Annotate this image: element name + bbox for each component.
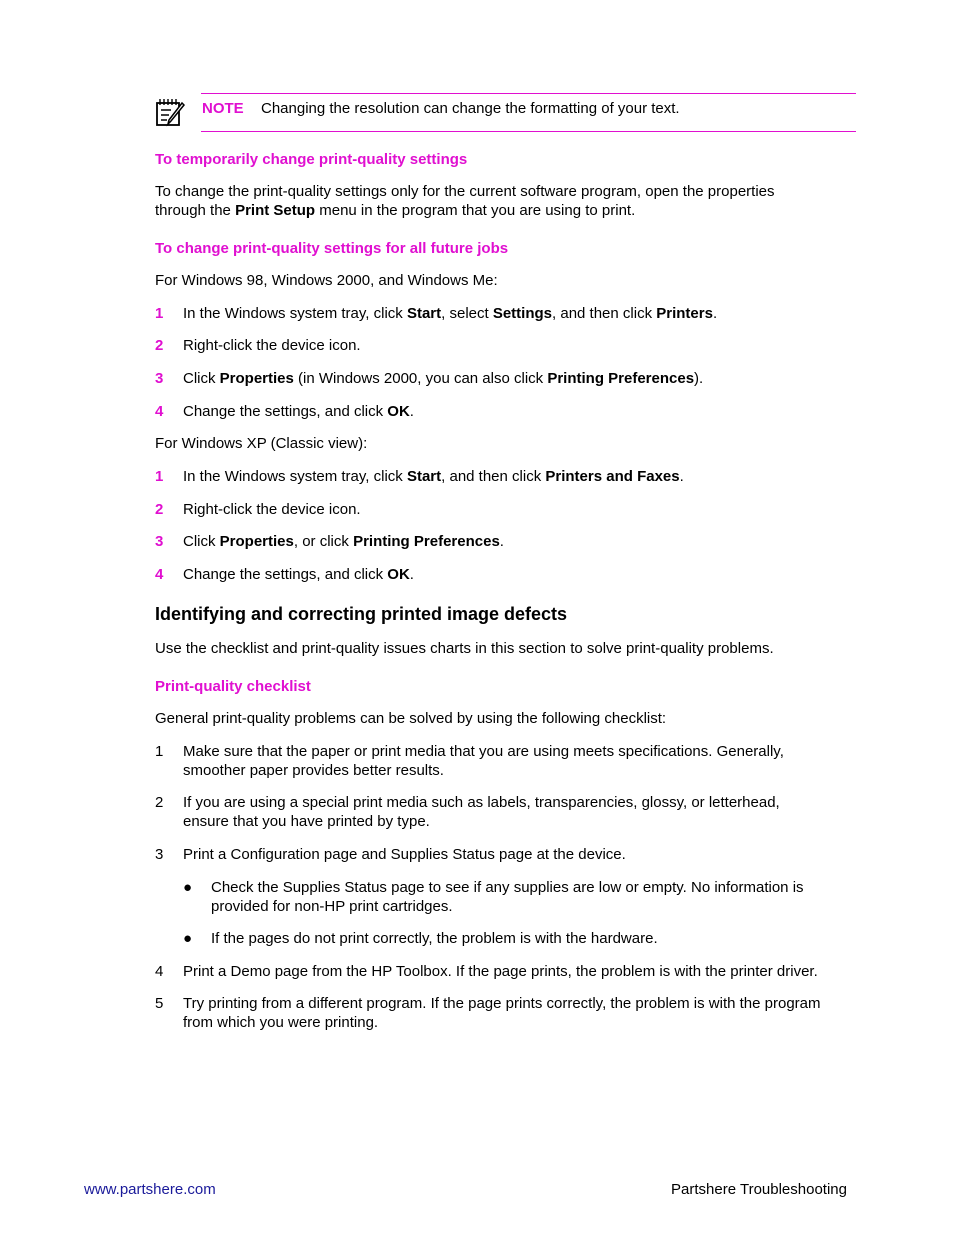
temp-settings-heading: To temporarily change print-quality settings [155,151,468,168]
temp-settings-line-b-post: menu in the program that you are using to print. [315,202,636,219]
step-text: In the Windows system tray, click Start, select Settings, and then click Printers. [183,305,718,322]
note-pad-icon [155,97,187,127]
step-text: In the Windows system tray, click Start, and then click Printers and Faxes. [183,468,684,485]
step-number: 1 [155,305,164,322]
item-text: Make sure that the paper or print media that you are using meets specifications. Generally, smoother paper provides better results. [183,743,784,779]
print-setup-term: Print Setup [235,202,316,219]
footer-website-link[interactable]: www.partshere.com [84,1181,216,1198]
footer-section-title: Partshere Troubleshooting [671,1181,847,1198]
winxp-intro: For Windows XP (Classic view): [155,435,368,452]
item-text: Print a Configuration page and Supplies Status page at the device. [183,846,626,863]
step-number: 2 [155,337,164,354]
defects-section-heading: Identifying and correcting printed image defects [155,604,568,624]
bullet-dot: ● [183,930,193,947]
note-text: Changing the resolution can change the formatting of your text. [261,100,680,117]
note-label: NOTE [202,100,244,117]
note-rule-top [201,93,856,94]
item-number: 3 [155,846,164,863]
step-number: 1 [155,468,164,485]
note-rule-bottom [201,131,856,132]
step-number: 3 [155,533,164,550]
note-box [155,93,856,131]
step-number: 4 [155,403,164,420]
defects-intro: Use the checklist and print-quality issues charts in this section to solve print-quality problems. [155,640,774,657]
item-number: 1 [155,743,164,760]
item-text: Try printing from a different program. If the page prints correctly, the problem is with the program from which you were printing. [183,995,821,1031]
temp-settings-line-b-pre: through the [155,202,236,219]
future-jobs-heading: To change print-quality settings for all future jobs [155,240,509,257]
checklist-heading: Print-quality checklist [155,678,311,695]
step-text: Right-click the device icon. [183,337,361,354]
item-text: Print a Demo page from the HP Toolbox. If the page prints, the problem is with the printer driver. [183,963,818,980]
step-number: 2 [155,501,164,518]
bullet-dot: ● [183,879,193,896]
item-number: 5 [155,995,164,1012]
item-number: 2 [155,794,164,811]
bullet-text: If the pages do not print correctly, the problem is with the hardware. [211,930,658,947]
bullet-text: Check the Supplies Status page to see if any supplies are low or empty. No information is provided for non-HP print cartridges. [211,879,804,915]
step-text: Click Properties (in Windows 2000, you can also click Printing Preferences). [183,370,704,387]
step-text: Change the settings, and click OK. [183,566,414,583]
step-text: Right-click the device icon. [183,501,361,518]
checklist-intro: General print-quality problems can be solved by using the following checklist: [155,710,667,727]
temp-settings-paragraph [155,182,855,220]
item-text: If you are using a special print media such as labels, transparencies, glossy, or letterhead, ensure that you have printed by type. [183,794,780,830]
temp-settings-line-a: To change the print-quality settings only for the current software program, open the properties [155,183,775,200]
step-number: 4 [155,566,164,583]
step-number: 3 [155,370,164,387]
item-number: 4 [155,963,164,980]
win98-intro: For Windows 98, Windows 2000, and Windows Me: [155,272,498,289]
step-text: Change the settings, and click OK. [183,403,414,420]
step-text: Click Properties, or click Printing Preferences. [183,533,504,550]
